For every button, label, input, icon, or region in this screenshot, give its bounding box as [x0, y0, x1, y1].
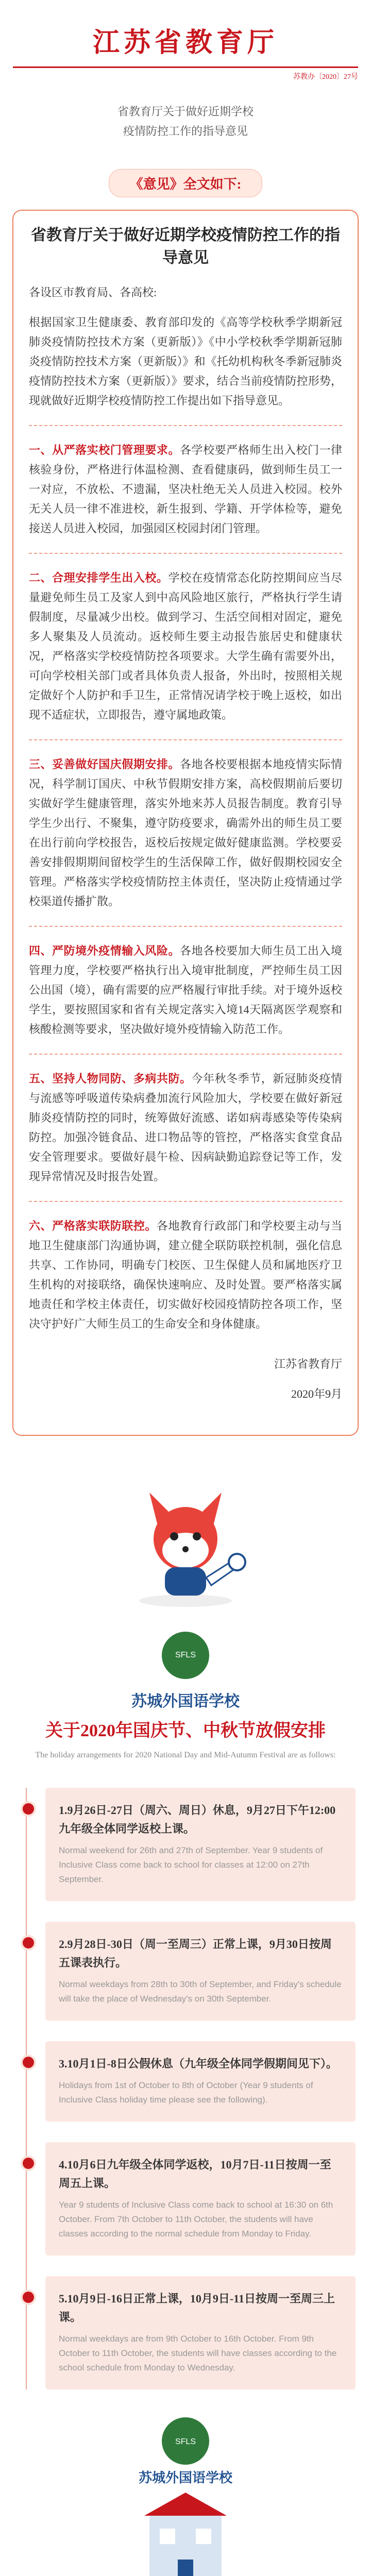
holiday-timeline: [15, 1788, 356, 2389]
bottom-school-name: 苏城外国语学校: [138, 2470, 233, 2485]
timeline-item-zh: 4.10月6日九年级全体同学返校，10月7日-11日按周一至周五上课。: [59, 2158, 331, 2190]
timeline-item-zh: 5.10月9日-16日正常上课，10月9日-11日按周一至周三上课。: [59, 2292, 335, 2324]
section-5: [29, 1069, 342, 1187]
timeline-item-en: Normal weekend for 26th and 27th of September. Year 9 students of Inclusive Class come back to school for classes at 12:00 on 27th September.: [59, 1845, 323, 1884]
section-1-title: 一、从严落实校门管理要求。: [29, 444, 180, 456]
timeline-item-zh: 1.9月26日-27日（周六、周日）休息，9月27日下午12:00九年级全体同学返校上课。: [59, 1804, 336, 1835]
divider: [29, 1054, 342, 1055]
notice-title: 省教育厅关于做好近期学校疫情防控工作的指导意见: [31, 227, 340, 266]
timeline-dot: [21, 1935, 36, 1951]
holiday-title: 关于2020年国庆节、中秋节放假安排: [45, 1721, 326, 1740]
closing-date: 2020年9月: [291, 1387, 342, 1400]
divider: [29, 926, 342, 927]
section-5-body: 今年秋冬季节，新冠肺炎疫情与流感等呼吸道传染病叠加流行风险加大，学校要在做好新冠肺炎疫情防控的同时，统筹做好流感、诺如病毒感染等传染病防控。加强冷链食品、进口物品等的管控，严格落实食堂食品安全管理要求。要做好晨午检、因病缺勤追踪登记等工作，发现异常情况及时报告处置。: [29, 1072, 342, 1183]
red-rule: [13, 66, 358, 68]
timeline-item-en: Normal weekdays from 28th to 30th of September, and Friday's schedule will take the place of Wednesday's on 30th September.: [59, 1979, 342, 2004]
section-3-title: 三、妥善做好国庆假期安排。: [29, 758, 180, 771]
notice-intro: 根据国家卫生健康委、教育部印发的《高等学校秋季学期新冠肺炎疫情防控技术方案（更新版）》《中小学校秋季学期新冠肺炎疫情防控技术方案（更新版）》和《托幼机构秋冬季新冠肺炎疫情防控技术方案（更新版）》要求，结合当前疫情防控形势，现就做好近期学校疫情防控工作提出如下指导意见。: [29, 316, 342, 407]
timeline-item-en: Normal weekdays are from 9th October to 16th October. From 9th October to 11th October, the students will have classes according to the school schedule from Monday to Wednesday.: [59, 2334, 337, 2372]
notice-card: [12, 210, 359, 1436]
school-illustration-icon: [103, 2410, 268, 2576]
timeline-dot: [21, 1801, 36, 1817]
fox-mascot-icon: [108, 1462, 263, 1616]
section-2-title: 二、合理安排学生出入校。: [29, 571, 168, 584]
section-4: [29, 941, 342, 1039]
bottom-greeting: [0, 2410, 371, 2576]
timeline-dot: [21, 2156, 36, 2171]
notice-greeting: 各设区市教育局、各高校:: [29, 286, 157, 299]
subtitle-line-1: 省教育厅关于做好近期学校: [117, 105, 254, 118]
timeline-dot: [21, 2055, 36, 2070]
section-4-title: 四、严防境外疫情输入风险。: [29, 944, 180, 957]
document-subtitle: [0, 102, 371, 141]
subtitle-line-2: 疫情防控工作的指导意见: [123, 125, 248, 138]
section-5-title: 五、坚持人物同防、多病共防。: [29, 1072, 192, 1085]
divider: [29, 425, 342, 426]
section-4-body: 各地各校要加大师生员工出入境管理力度，学校要严格执行出入境审批制度，严控师生员工因公出国（境），确有需要的应严格履行审批手续。对于境外返校学生，要按照国家和省有关规定落实入境14天隔离医学观察和核酸检测等要求，坚决做好境外疫情输入防范工作。: [29, 944, 342, 1036]
section-6: [29, 1216, 342, 1334]
notice-section: [0, 169, 371, 197]
section-2-body: 学校在疫情常态化防控期间应当尽量避免师生员工及家人到中高风险地区旅行，严格执行学生请假制度，尽量减少出校。做到学习、生活空间相对固定，避免多人聚集及人员流动。返校师生要主动报告旅居史和健康状况，严格落实学校疫情防控各项要求。大学生确有需要外出，可向学校相关部门或者具体负责人报备，外出时，按照相关规定做好个人防护和手卫生，正常情况请学校于晚上返校，如出现不适症状，立即报告，遵守属地政策。: [29, 571, 342, 721]
timeline-item-en: Year 9 students of Inclusive Class come back to school at 16:30 on 6th October. From 7th October to 11th October, the students will have classes according to the normal schedule from Monday to Friday.: [59, 2200, 333, 2239]
timeline-dot: [21, 2290, 36, 2305]
section-6-title: 六、严格落实联防联控。: [29, 1219, 157, 1232]
timeline-item: [45, 2041, 356, 2122]
school-header: [0, 1632, 371, 1762]
timeline-item-zh: 3.10月1日-8日公假休息（九年级全体同学假期间见下）。: [59, 2057, 338, 2070]
divider: [29, 553, 342, 554]
bottom-logo: SFLS: [175, 2437, 196, 2446]
timeline-item: [45, 1788, 356, 1901]
closing-issuer: 江苏省教育厅: [274, 1358, 342, 1370]
section-3: [29, 755, 342, 911]
school-name: 苏城外国语学校: [131, 1693, 240, 1710]
section-2: [29, 568, 342, 725]
document-header: [0, 0, 371, 146]
school-logo: SFLS: [162, 1632, 209, 1679]
timeline-item-zh: 2.9月28日-30日（周一至周三）正常上课，9月30日按周五课表执行。: [59, 1938, 332, 1969]
section-3-body: 各地各校要根据本地疫情实际情况，科学制订国庆、中秋节假期安排方案，高校假期前后要切实做好学生健康管理，落实外地来苏人员报告制度。教育引导学生少出行、不聚集，遵守防疫要求，确需外出的师生员工要在出行前向学校报告，返校后按规定做好健康监测。学校要妥善安排假期期间留校学生的生活保障工作，做好假期校园安全管理。严格落实学校疫情防控主体责任，坚决防止疫情通过学校渠道传播扩散。: [29, 758, 342, 908]
mascot-area: [0, 1451, 371, 1621]
holiday-title-en: The holiday arrangements for 2020 National Day and Mid-Autumn Festival are as follows:: [35, 1751, 336, 1759]
section-1-body: 各学校要严格师生出入校门一律核验身份，严格进行体温检测、查看健康码，做到师生员工一一对应，不放松、不遗漏，坚决杜绝无关人员进入校园。校外无关人员一律不准进校，新生报到、学籍、开学体检等，避免接送人员进入校园，加强园区校园封闭门管理。: [29, 444, 342, 535]
section-6-body: 各地教育行政部门和学校要主动与当地卫生健康部门沟通协调，建立健全联防联控机制，强化信息共享、工作协同，明确专门校医、卫生保健人员和属地医疗卫生机构的对接联络，确保快速响应、及时处置。要严格落实属地责任和学校主体责任，切实做好校园疫情防控各项工作，坚决守护好广大师生员工的生命安全和身体健康。: [29, 1219, 342, 1330]
timeline-item: [45, 2142, 356, 2256]
divider: [29, 1201, 342, 1202]
full-text-pill: 《意见》全文如下:: [109, 169, 263, 197]
section-1: [29, 440, 342, 538]
timeline-item-en: Holidays from 1st of October to 8th of October (Year 9 students of Inclusive Class holiday time please see the following).: [59, 2080, 313, 2105]
timeline-item: [45, 1922, 356, 2021]
timeline-item: [45, 2276, 356, 2389]
document-number: 苏教办〔2020〕27号: [293, 73, 358, 81]
issuer-title: 江苏省教育厅: [92, 28, 278, 58]
divider: [29, 739, 342, 740]
